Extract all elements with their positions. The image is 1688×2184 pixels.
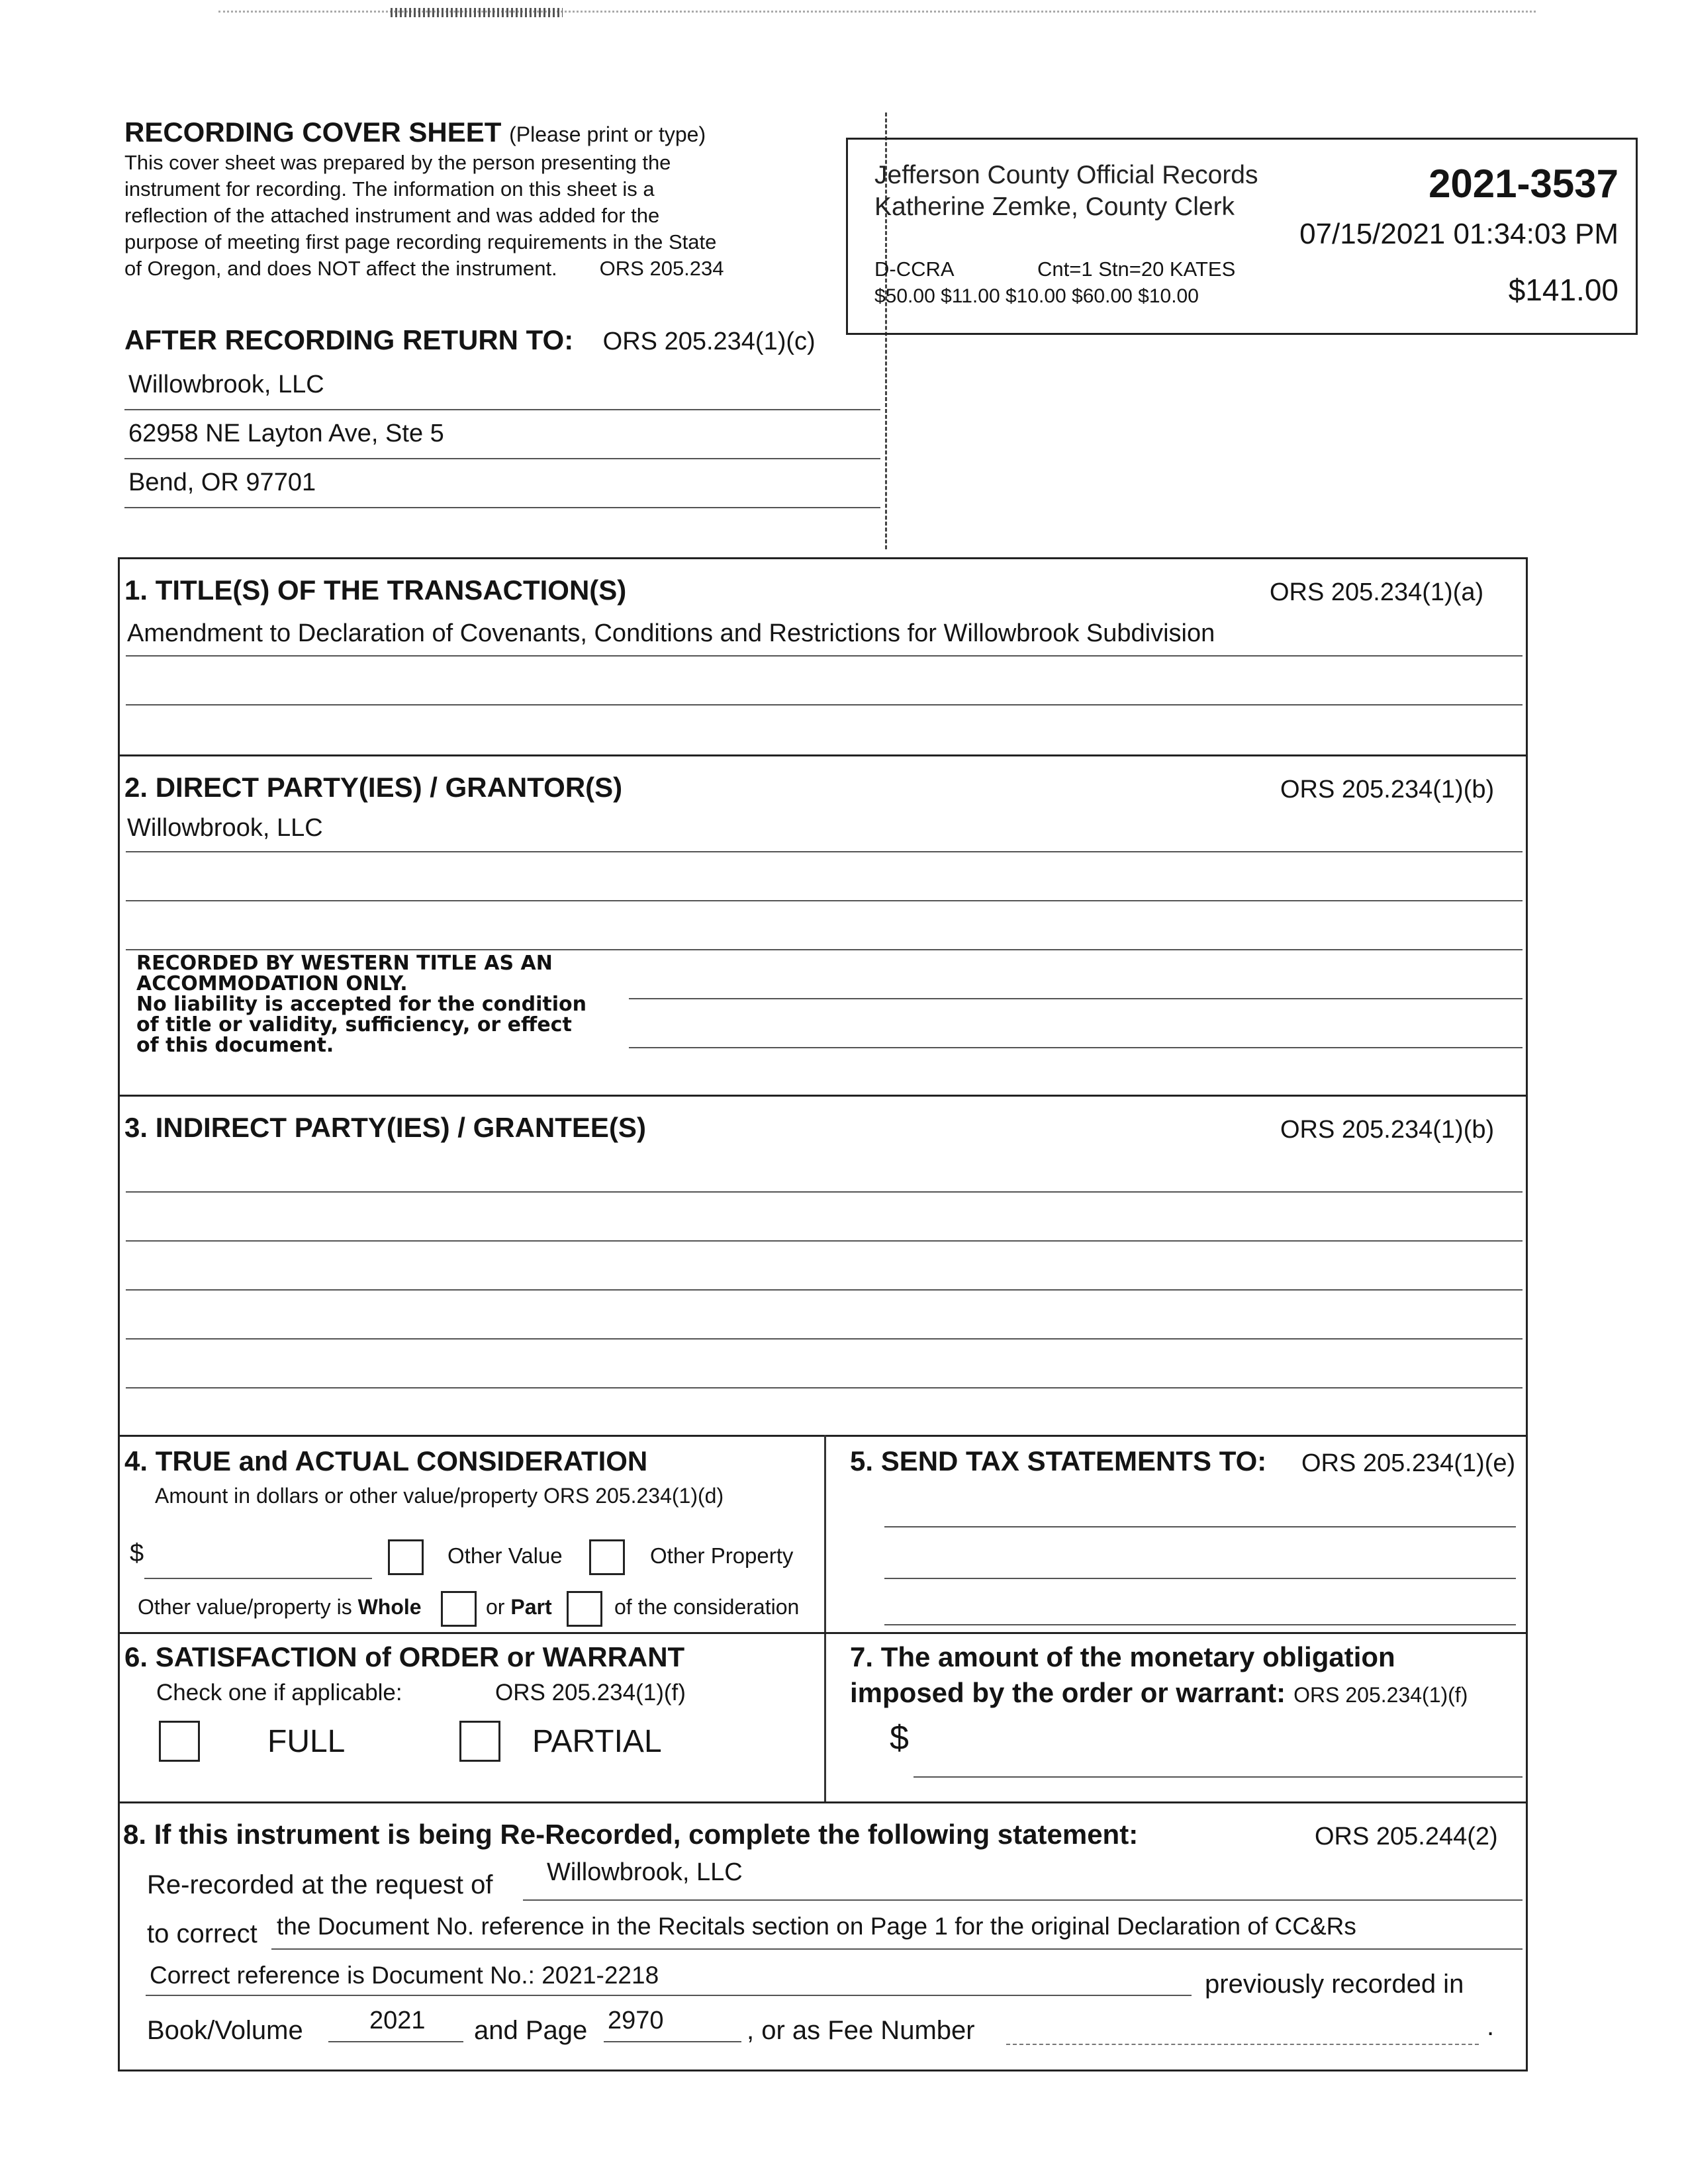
recording-stamp	[846, 138, 1638, 335]
section-7-ors: ORS 205.234(1)(f)	[1293, 1683, 1468, 1707]
column-divider	[824, 1435, 826, 1803]
intro-ors: ORS 205.234	[599, 257, 724, 280]
stamp-line: No liability is accepted for the condition	[136, 993, 586, 1016]
monetary-amount-field[interactable]	[914, 1776, 1523, 1778]
other-property-label: Other Property	[650, 1543, 794, 1568]
section-7-title-line2: imposed by the order or warrant: ORS 205.234(1)(f)	[850, 1677, 1468, 1708]
return-name: Willowbrook, LLC	[128, 371, 324, 398]
field-underline	[126, 704, 1523, 705]
section-2-title: 2. DIRECT PARTY(IES) / GRANTOR(S)	[124, 772, 623, 803]
full-label: FULL	[267, 1724, 346, 1759]
full-checkbox[interactable]	[159, 1721, 200, 1762]
section-8-title: 8. If this instrument is being Re-Recorded, complete the following statement:	[123, 1819, 1139, 1850]
section-5-title: 5. SEND TAX STATEMENTS TO:	[850, 1445, 1267, 1477]
whole-label: Whole	[357, 1595, 422, 1619]
tax-address-field[interactable]	[884, 1526, 1516, 1527]
page-label: and Page	[474, 2016, 588, 2045]
stamp-clerk: Katherine Zemke, County Clerk	[874, 193, 1235, 221]
field-underline	[124, 507, 880, 508]
partial-checkbox[interactable]	[459, 1721, 500, 1762]
book-value: 2021	[369, 2007, 426, 2034]
page-value: 2970	[608, 2007, 664, 2034]
field-underline	[126, 1191, 1523, 1193]
cover-sheet-header	[124, 116, 866, 282]
tax-address-field[interactable]	[884, 1624, 1516, 1625]
section-divider	[118, 1435, 1528, 1437]
field-underline	[126, 1387, 1523, 1388]
grantor-name: Willowbrook, LLC	[127, 814, 323, 842]
field-underline	[126, 949, 1523, 950]
intro-line: purpose of meeting first page recording requirements in the State	[124, 230, 717, 253]
return-to-block	[124, 324, 886, 356]
part-line: or Part	[486, 1595, 552, 1619]
section-8-ors: ORS 205.244(2)	[1315, 1823, 1498, 1850]
amount-field[interactable]	[144, 1578, 372, 1579]
request-label: Re-recorded at the request of	[147, 1870, 493, 1899]
dollar-sign: $	[130, 1539, 144, 1567]
previously-recorded-label: previously recorded in	[1205, 1970, 1464, 1999]
return-to-label: AFTER RECORDING RETURN TO:	[124, 324, 574, 355]
section-6-title: 6. SATISFACTION of ORDER or WARRANT	[124, 1641, 685, 1672]
period: .	[1487, 2012, 1495, 2041]
section-3-title: 3. INDIRECT PARTY(IES) / GRANTEE(S)	[124, 1112, 646, 1143]
section-divider	[118, 754, 1528, 756]
stamp-line: of this document.	[136, 1034, 334, 1057]
field-underline	[126, 851, 1523, 852]
field-underline	[126, 1240, 1523, 1242]
correct-value: the Document No. reference in the Recitals section on Page 1 for the original Declaration of CC&Rs	[277, 1913, 1356, 1940]
field-underline	[629, 1047, 1523, 1048]
tax-address-field[interactable]	[884, 1578, 1516, 1579]
partial-label: PARTIAL	[532, 1724, 662, 1759]
doc-code: D-CCRA	[874, 257, 955, 281]
section-1-ors: ORS 205.234(1)(a)	[1270, 578, 1484, 606]
book-label: Book/Volume	[147, 2016, 303, 2045]
stamp-counts: Cnt=1 Stn=20 KATES	[1037, 257, 1236, 281]
scan-artifact-dark	[391, 8, 563, 17]
section-6-check-label: Check one if applicable:	[156, 1680, 402, 1706]
field-underline	[126, 1289, 1523, 1291]
other-value-label: Other Value	[447, 1543, 563, 1568]
other-value-checkbox[interactable]	[388, 1539, 424, 1575]
fee-number-label: , or as Fee Number	[747, 2016, 975, 2045]
consideration-suffix: of the consideration	[614, 1595, 800, 1619]
transaction-title: Amendment to Declaration of Covenants, Conditions and Restrictions for Willowbrook Subdivision	[127, 619, 1215, 647]
field-underline	[523, 1899, 1523, 1901]
return-address: 62958 NE Layton Ave, Ste 5	[128, 420, 444, 447]
page-title: RECORDING COVER SHEET	[124, 116, 502, 148]
whole-part-line: Other value/property is Whole	[138, 1595, 422, 1619]
stamp-line: of title or validity, sufficiency, or effect	[136, 1013, 572, 1036]
request-value: Willowbrook, LLC	[547, 1858, 743, 1886]
section-2-ors: ORS 205.234(1)(b)	[1280, 776, 1495, 803]
correct-label: to correct	[147, 1919, 258, 1948]
stamp-office: Jefferson County Official Records	[874, 161, 1258, 189]
section-divider	[118, 1632, 1528, 1634]
intro-line: This cover sheet was prepared by the person presenting the	[124, 151, 671, 174]
section-divider	[118, 1095, 1528, 1097]
title-note: (Please print or type)	[509, 122, 706, 146]
section-4-title: 4. TRUE and ACTUAL CONSIDERATION	[124, 1445, 648, 1477]
field-underline	[604, 2041, 741, 2042]
field-underline	[126, 900, 1523, 901]
section-3-ors: ORS 205.234(1)(b)	[1280, 1116, 1495, 1144]
field-underline	[629, 998, 1523, 999]
intro-line: of Oregon, and does NOT affect the instrument. ORS 205.234	[124, 257, 724, 280]
section-6-ors: ORS 205.234(1)(f)	[495, 1680, 686, 1706]
return-city: Bend, OR 97701	[128, 469, 316, 496]
field-underline	[124, 409, 880, 410]
fee-breakdown: $50.00 $11.00 $10.00 $60.00 $10.00	[874, 285, 1199, 307]
return-to-ors: ORS 205.234(1)(c)	[602, 328, 816, 355]
part-checkbox[interactable]	[567, 1591, 602, 1627]
section-4-subtitle: Amount in dollars or other value/property ORS 205.234(1)(d)	[155, 1484, 724, 1508]
field-underline	[126, 655, 1523, 657]
section-5-ors: ORS 205.234(1)(e)	[1301, 1449, 1516, 1477]
whole-checkbox[interactable]	[441, 1591, 477, 1627]
fee-number-field[interactable]	[1006, 2044, 1479, 2045]
section-1-title: 1. TITLE(S) OF THE TRANSACTION(S)	[124, 574, 627, 606]
correct-reference: Correct reference is Document No.: 2021-2218	[150, 1962, 659, 1989]
document-number: 2021-3537	[1429, 161, 1618, 206]
accommodation-stamp	[136, 953, 586, 1056]
fee-total: $141.00	[1508, 273, 1618, 307]
dollar-sign: $	[890, 1719, 909, 1757]
intro-text	[124, 150, 866, 282]
intro-line: instrument for recording. The information on this sheet is a	[124, 177, 655, 201]
section-divider	[118, 1801, 1528, 1803]
field-underline	[271, 1948, 1523, 1950]
stamp-line: RECORDED BY WESTERN TITLE AS AN	[136, 952, 553, 975]
field-underline	[146, 1995, 1192, 1996]
intro-line: reflection of the attached instrument and was added for the	[124, 204, 660, 227]
section-7-title: 7. The amount of the monetary obligation	[850, 1641, 1395, 1672]
field-underline	[126, 1338, 1523, 1340]
other-property-checkbox[interactable]	[589, 1539, 625, 1575]
field-underline	[328, 2041, 463, 2042]
field-underline	[124, 458, 880, 459]
part-label: Part	[510, 1595, 552, 1619]
stamp-line: ACCOMMODATION ONLY.	[136, 972, 408, 995]
record-datetime: 07/15/2021 01:34:03 PM	[1299, 218, 1618, 250]
